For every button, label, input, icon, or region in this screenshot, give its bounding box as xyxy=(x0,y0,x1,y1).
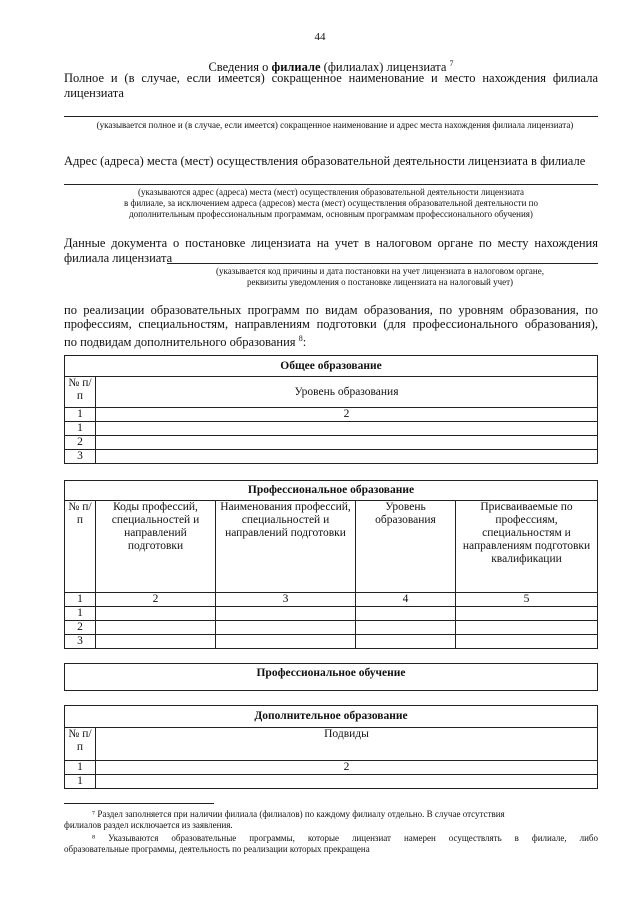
input-cell[interactable] xyxy=(96,775,598,789)
intro-line: по реализации образовательных программ по видам образования, по уровням образования, по xyxy=(64,303,598,317)
col-header: Уровень образования xyxy=(356,501,456,593)
field2-hint xyxy=(64,187,598,220)
footnote-line: образовательные программы, деятельность по реализации которых прекращена xyxy=(64,844,370,854)
footnote-line: филиалов раздел исключается из заявления. xyxy=(64,820,233,830)
hint-line: (указывается код причины и дата постановки на учет лицензиата в налоговом органе, xyxy=(216,266,544,276)
cell: 2 xyxy=(65,621,96,635)
hint-line: в филиале, за исключением адреса (адресов) места (мест) осуществления образовательной деятельности по xyxy=(124,198,538,208)
cell: 3 xyxy=(65,635,96,649)
col-header: Наименования профессий, специальностей и направлений подготовки xyxy=(216,501,356,593)
input-cell[interactable] xyxy=(96,635,216,649)
cell: 2 xyxy=(96,593,216,607)
cell: 1 xyxy=(65,775,96,789)
table-row xyxy=(65,436,598,450)
input-cell[interactable] xyxy=(96,450,598,464)
footnote-line: ⁸ Указываются образовательные программы, которые лицензиат намерен осуществлять в филиале, либо xyxy=(92,833,598,843)
col-header-subtype: Подвиды xyxy=(96,728,598,761)
hint-line: дополнительным профессиональным программам, основным программам профессионального обучения) xyxy=(129,209,533,219)
cell: 4 xyxy=(356,593,456,607)
input-cell[interactable] xyxy=(456,607,598,621)
hint-line: реквизиты уведомления о постановке лицензиата на налоговый учет) xyxy=(246,277,514,287)
cell: 5 xyxy=(456,593,598,607)
cell: 2 xyxy=(65,436,96,450)
field1-input-line[interactable] xyxy=(64,116,598,117)
table-title: Профессиональное образование xyxy=(65,481,598,501)
cell: 1 xyxy=(65,408,96,422)
page-number: 44 xyxy=(314,31,326,43)
intro-text: : xyxy=(302,335,307,350)
cell: 3 xyxy=(65,450,96,464)
cell: 1 xyxy=(65,422,96,436)
table-row xyxy=(65,607,598,621)
cell: 1 xyxy=(65,593,96,607)
input-cell[interactable] xyxy=(96,436,598,450)
general-education-table xyxy=(64,355,598,464)
input-cell[interactable] xyxy=(356,635,456,649)
additional-education-table xyxy=(64,705,598,789)
input-cell[interactable] xyxy=(216,607,356,621)
input-cell[interactable] xyxy=(216,635,356,649)
field3-label-2: филиала лицензиата xyxy=(64,251,173,265)
title-text: (филиалах) лицензиата xyxy=(320,60,450,75)
input-cell[interactable] xyxy=(216,621,356,635)
title-bold: филиале xyxy=(271,60,321,75)
table-row xyxy=(65,422,598,436)
intro-text: по подвидам дополнительного образования xyxy=(64,335,299,350)
cell: 2 xyxy=(96,761,598,775)
field3-hint xyxy=(165,266,595,288)
footnote-ref: 7 xyxy=(449,59,454,68)
col-header-num: № п/п xyxy=(65,728,96,761)
field2-input-line[interactable] xyxy=(64,184,598,185)
footnote-8 xyxy=(64,833,598,855)
table-row xyxy=(65,775,598,789)
cell: 2 xyxy=(96,408,598,422)
footnote-ref: 8 xyxy=(298,334,303,343)
table-row xyxy=(65,635,598,649)
input-cell[interactable] xyxy=(456,621,598,635)
col-header: Присваиваемые по профессиям, специальностям и направлениям подготовки квалификации xyxy=(456,501,598,593)
professional-education-table xyxy=(64,480,598,649)
input-cell[interactable] xyxy=(96,621,216,635)
table-title: Общее образование xyxy=(65,356,598,377)
field1-label: Полное и (в случае, если имеется) сокращенное наименование и место нахождения филиала xyxy=(64,71,598,85)
footnote-separator xyxy=(64,803,214,804)
hint-line: (указываются адрес (адреса) места (мест) осуществления образовательной деятельности лицензиата xyxy=(137,187,524,197)
input-cell[interactable] xyxy=(96,607,216,621)
input-cell[interactable] xyxy=(96,422,598,436)
col-header: № п/п xyxy=(65,501,96,593)
field1-label-2: лицензиата xyxy=(64,86,124,100)
footnote-line: ⁷ Раздел заполняется при наличии филиала (филиалов) по каждому филиалу отдельно. В случае отсутствия xyxy=(92,809,505,819)
input-cell[interactable] xyxy=(356,607,456,621)
input-cell[interactable] xyxy=(456,635,598,649)
input-cell[interactable] xyxy=(356,621,456,635)
col-header-num: № п/п xyxy=(65,377,96,408)
field2-label: Адрес (адреса) места (мест) осуществления образовательной деятельности лицензиата в филиале xyxy=(64,154,586,168)
col-header-level: Уровень образования xyxy=(96,377,598,408)
field1-hint: (указывается полное и (в случае, если имеется) сокращенное наименование и адрес места нахождения филиала лицензиата) xyxy=(96,120,574,130)
field3-input-line[interactable] xyxy=(167,263,598,264)
intro-line xyxy=(64,331,306,350)
table-row xyxy=(65,621,598,635)
table-title: Профессиональное обучение xyxy=(65,664,598,691)
table-title: Дополнительное образование xyxy=(65,706,598,728)
professional-training-table xyxy=(64,663,598,691)
col-header: Коды профессий, специальностей и направлений подготовки xyxy=(96,501,216,593)
table-row xyxy=(65,450,598,464)
field3-label: Данные документа о постановке лицензиата на учет в налоговом органе по месту нахождения xyxy=(64,236,598,250)
footnote-7 xyxy=(64,809,598,831)
cell: 1 xyxy=(65,761,96,775)
cell: 3 xyxy=(216,593,356,607)
cell: 1 xyxy=(65,607,96,621)
intro-line: профессиям, специальностям, направлениям подготовки (для профессионального образования), xyxy=(64,317,598,331)
title-text: Сведения о xyxy=(208,60,272,75)
